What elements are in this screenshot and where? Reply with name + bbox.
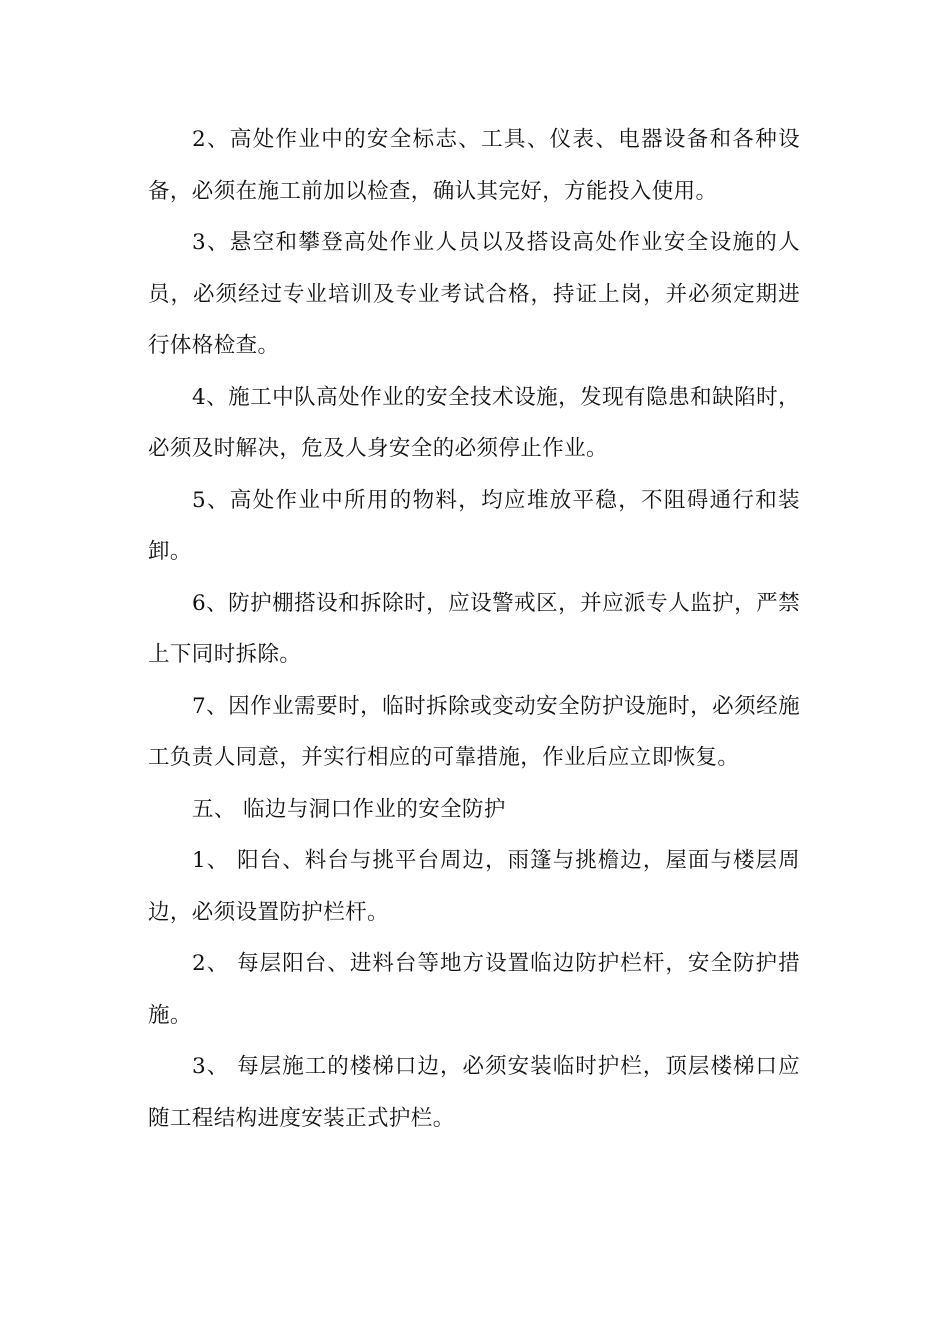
paragraph-item-2-guardrail: 2、 每层阳台、进料台等地方设置临边防护栏杆，安全防护措施。 (148, 951, 800, 1028)
paragraph-item-5: 5、高处作业中所用的物料，均应堆放平稳，不阻碍通行和装卸。 (148, 487, 800, 564)
paragraph-item-6: 6、防护棚搭设和拆除时，应设警戒区，并应派专人监护，严禁上下同时拆除。 (148, 590, 800, 667)
paragraph-item-2: 2、高处作业中的安全标志、工具、仪表、电器设备和各种设备，必须在施工前加以检查，确认其完好，方能投入使用。 (148, 127, 800, 204)
paragraph-item-4: 4、施工中队高处作业的安全技术设施，发现有隐患和缺陷时，必须及时解决，危及人身安全的必须停止作业。 (148, 384, 800, 461)
section-heading-5: 五、 临边与洞口作业的安全防护 (192, 796, 506, 822)
paragraph-item-1-guardrail: 1、 阳台、料台与挑平台周边，雨篷与挑檐边，屋面与楼层周边，必须设置防护栏杆。 (148, 848, 800, 925)
paragraph-item-7: 7、因作业需要时，临时拆除或变动安全防护设施时，必须经施工负责人同意，并实行相应的可靠措施，作业后应立即恢复。 (148, 693, 800, 770)
document-body (148, 114, 800, 1144)
paragraph-item-3-stairway: 3、 每层施工的楼梯口边，必须安装临时护栏，顶层楼梯口应随工程结构进度安装正式护栏。 (148, 1054, 800, 1131)
paragraph-item-3: 3、悬空和攀登高处作业人员以及搭设高处作业安全设施的人员，必须经过专业培训及专业考试合格，持证上岗，并必须定期进行体格检查。 (148, 230, 800, 358)
